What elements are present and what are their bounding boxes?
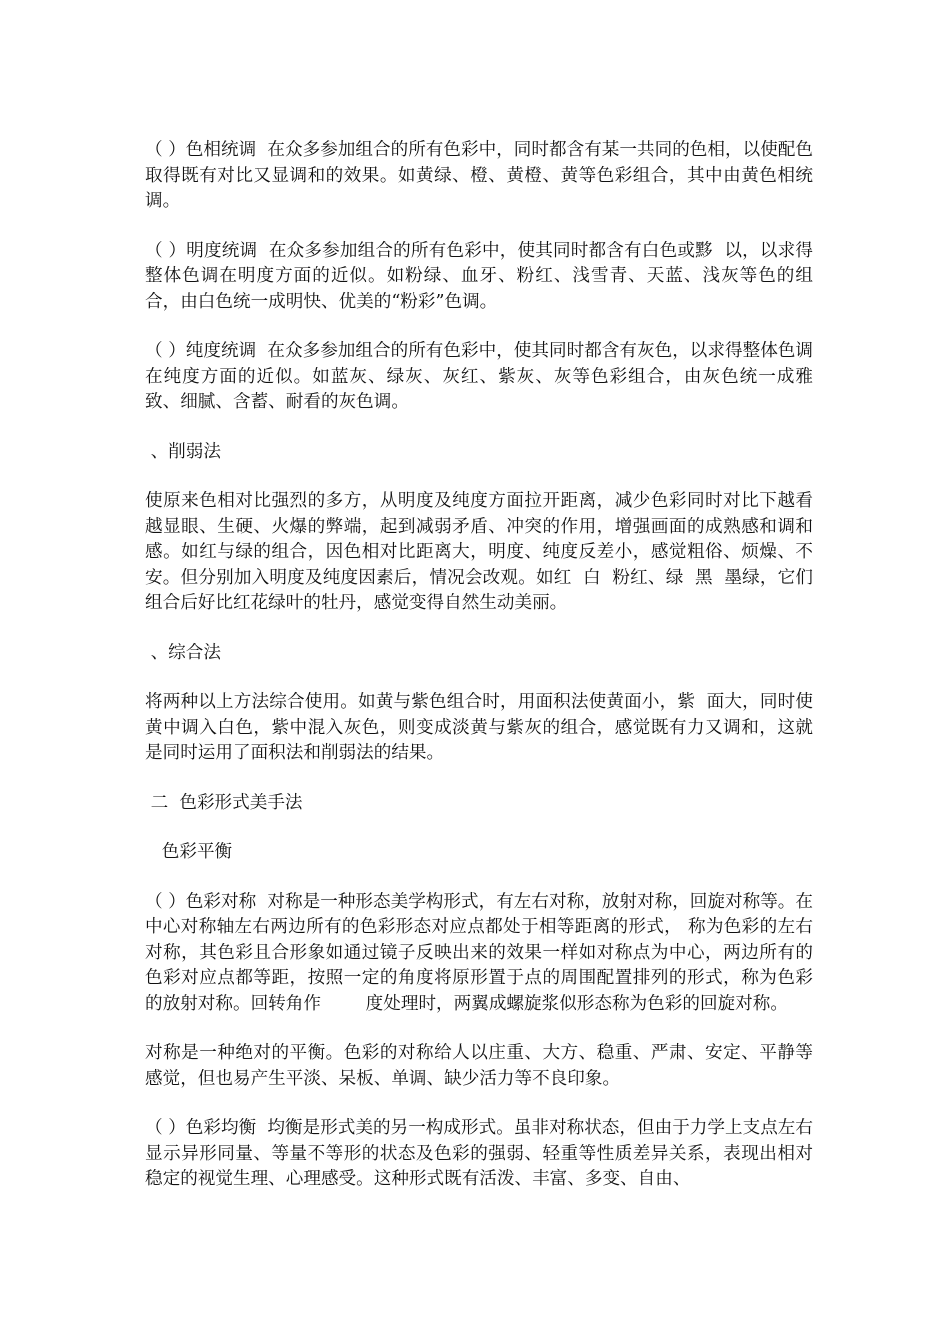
- paragraph-saturation-unification: （ ）纯度统调 在众多参加组合的所有色彩中，使其同时都含有灰色，以求得整体色调在纯度方面的近似。如蓝灰、绿灰、灰红、紫灰、灰等色彩组合，由灰色统一成雅致、细腻、含蓄、耐看的灰色调。: [145, 341, 813, 412]
- document-page: [145, 138, 813, 1217]
- paragraph-value-unification: （ ）明度统调 在众多参加组合的所有色彩中，使其同时都含有白色或黟 以，以求得整体色调在明度方面的近似。如粉绿、血牙、粉红、浅雪青、天蓝、浅灰等色的组合，由白色统一成明快、优美的“粉彩”色调。: [145, 240, 813, 312]
- paragraph-color-symmetry: （ ）色彩对称 对称是一种形态美学构形式，有左右对称，放射对称，回旋对称等。在中心对称轴左右两边所有的色彩形态对应点都处于相等距离的形式， 称为色彩的左右对称，其色彩且合形象如通过镜子反映出来的效果一样如对称点为中心，两边所有的色彩对应点都等距，按照一定的角度将原形置于点的周围配置排列的形式，称为色彩的放射对称。回转角作 度处理时，两翼成螺旋浆似形态称为色彩的回旋对称。: [145, 891, 813, 1014]
- paragraph-symmetry-balance: 对称是一种绝对的平衡。色彩的对称给人以庄重、大方、稳重、严肃、安定、平静等感觉，但也易产生平淡、呆板、单调、缺少活力等不良印象。: [145, 1043, 813, 1089]
- paragraph-hue-unification: （ ）色相统调 在众多参加组合的所有色彩中，同时都含有某一共同的色相，以使配色取得既有对比又显调和的效果。如黄绿、橙、黄橙、黄等色彩组合，其中由黄色相统调。: [145, 140, 813, 211]
- paragraph-color-equilibrium: （ ）色彩均衡 均衡是形式美的另一构成形式。虽非对称状态，但由于力学上支点左右显示异形同量、等量不等形的状态及色彩的强弱、轻重等性质差异关系，表现出相对稳定的视觉生理、心理感受。这种形式既有活泼、丰富、多变、自由、: [145, 1118, 813, 1189]
- heading-color-form-beauty: 二 色彩形式美手法: [145, 792, 303, 813]
- paragraph-weakening-method: 使原来色相对比强烈的多方，从明度及纯度方面拉开距离，减少色彩同时对比下越看越显眼、生硬、火爆的弊端，起到减弱矛盾、冲突的作用，增强画面的成熟感和调和感。如红与绿的组合，因色相对比距离大，明度、纯度反差小，感觉粗俗、烦燥、不安。但分别加入明度及纯度因素后，情况会改观。如红 白 粉红、绿 黑 墨绿，它们组合后好比红花绿叶的牡丹，感觉变得自然生动美丽。: [145, 491, 813, 613]
- heading-color-balance: 色彩平衡: [145, 842, 233, 862]
- heading-weakening-method: 、削弱法: [145, 441, 221, 462]
- paragraph-combined-method: 将两种以上方法综合使用。如黄与紫色组合时，用面积法使黄面小，紫 面大，同时使黄中调入白色，紫中混入灰色，则变成淡黄与紫灰的组合，感觉既有力又调和，这就是同时运用了面积法和削弱法的结果。: [145, 692, 813, 763]
- heading-combined-method: 、综合法: [145, 642, 221, 663]
